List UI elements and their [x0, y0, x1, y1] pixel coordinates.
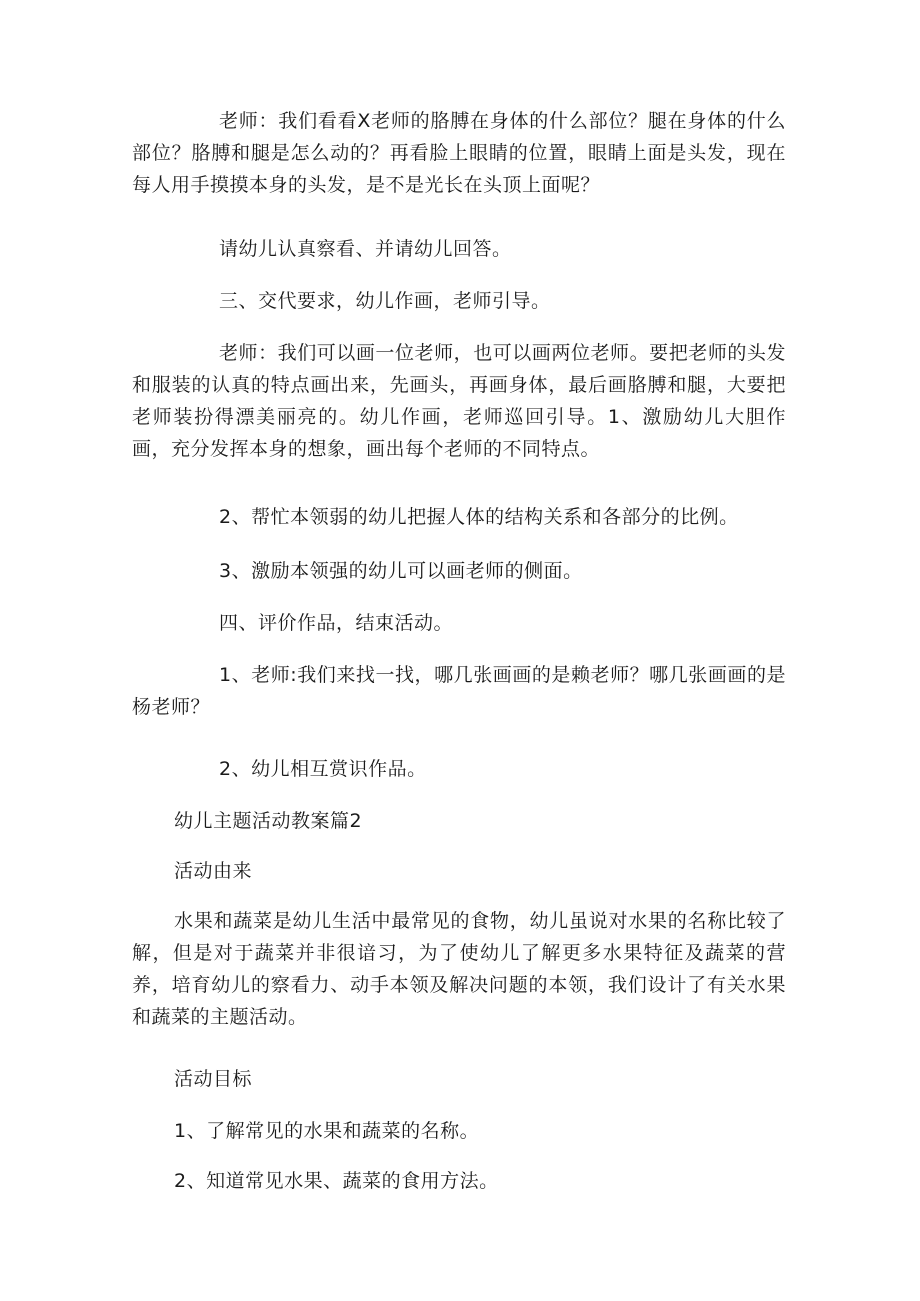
goal-item-2: 2、知道常见水果、蔬菜的食用方法。	[174, 1170, 499, 1192]
section-heading-3: 三、交代要求，幼儿作画，老师引导。	[219, 290, 551, 312]
paragraph-observe-answer: 请幼儿认真察看、并请幼儿回答。	[219, 238, 512, 260]
list-item-encourage-strong: 3、激励本领强的幼儿可以画老师的侧面。	[219, 560, 583, 582]
list-item-help-weak: 2、帮忙本领弱的幼儿把握人体的结构关系和各部分的比例。	[219, 506, 739, 528]
list-item-appreciate: 2、幼儿相互赏识作品。	[219, 758, 427, 780]
goal-item-1: 1、了解常见的水果和蔬菜的名称。	[174, 1120, 480, 1142]
heading-activity-origin: 活动由来	[174, 860, 253, 882]
paragraph-teacher-drawing: 老师：我们可以画一位老师，也可以画两位老师。要把老师的头发和服装的认真的特点画出来，先画头，再画身体，最后画胳膊和腿，大要把老师装扮得漂美丽亮的。幼儿作画，老师巡回引导。1、激励幼儿大胆作画，充分发挥本身的想象，画出每个老师的不同特点。	[132, 342, 786, 460]
section-heading-4: 四、评价作品，结束活动。	[219, 612, 454, 634]
paragraph-teacher-body-parts: 老师：我们看看X老师的胳膊在身体的什么部位？腿在身体的什么部位？胳膊和腿是怎么动的？再看脸上眼睛的位置，眼睛上面是头发，现在每人用手摸摸本身的头发，是不是光长在头顶上面呢？	[132, 110, 786, 196]
heading-activity-goals: 活动目标	[174, 1068, 253, 1090]
list-item-find-paintings: 1、老师:我们来找一找，哪几张画画的是赖老师？哪几张画画的是杨老师？	[132, 664, 786, 718]
lesson-title-2: 幼儿主题活动教案篇2	[174, 810, 363, 832]
paragraph-activity-origin: 水果和蔬菜是幼儿生活中最常见的食物，幼儿虽说对水果的名称比较了解，但是对于蔬菜并非很谙习，为了使幼儿了解更多水果特征及蔬菜的营养，培育幼儿的察看力、动手本领及解决问题的本领，我们设计了有关水果和蔬菜的主题活动。	[132, 910, 786, 1028]
